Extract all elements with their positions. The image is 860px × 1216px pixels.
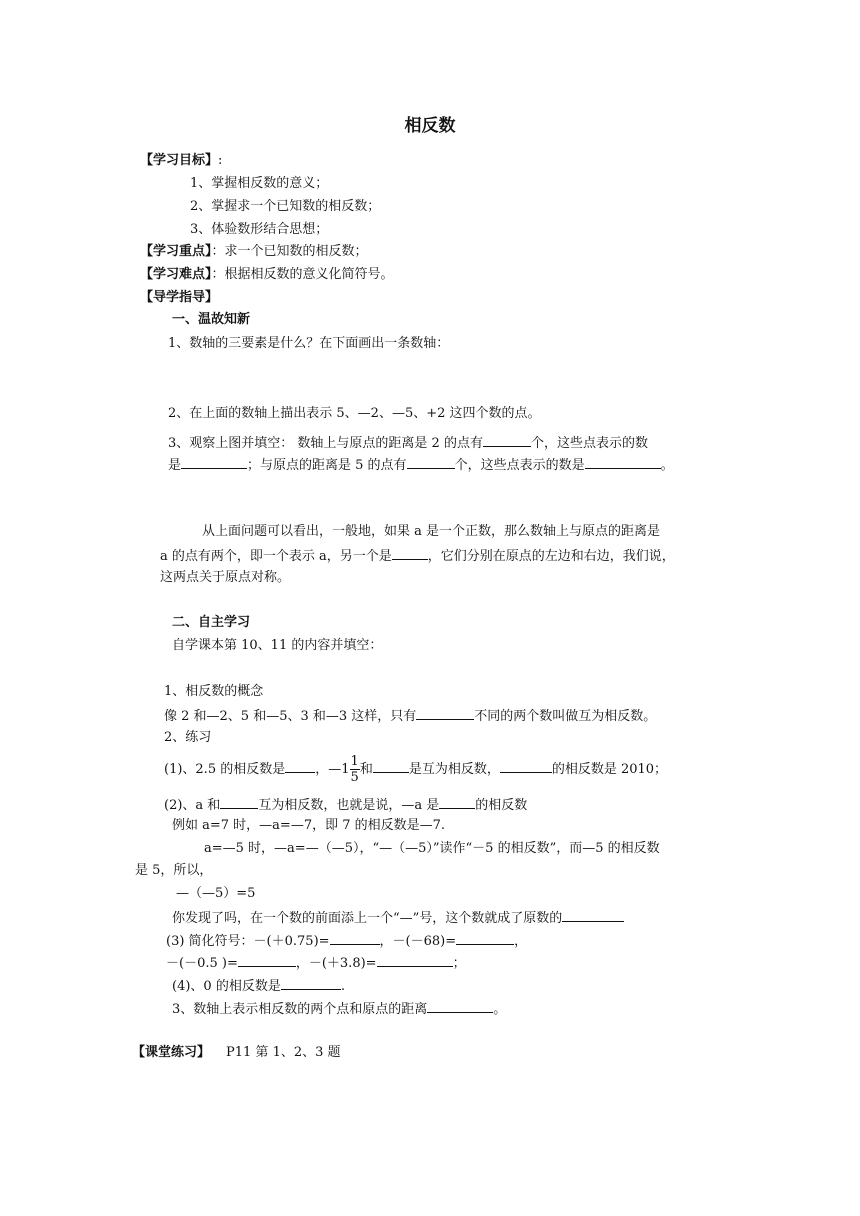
answer-blank[interactable] bbox=[281, 976, 341, 990]
key-point-line bbox=[140, 243, 368, 261]
difficulty-line bbox=[140, 266, 394, 284]
answer-blank[interactable] bbox=[416, 706, 474, 720]
key-point-text: ：求一个已知数的相反数； bbox=[211, 244, 368, 259]
guide-label: 【导学指导】 bbox=[140, 290, 219, 305]
q3-text: ；与原点的距离是 5 的点有 bbox=[247, 458, 407, 473]
concept-title: 1、相反数的概念 bbox=[164, 684, 264, 699]
goals-sep: : bbox=[218, 153, 223, 168]
practice-3-line1 bbox=[166, 931, 527, 951]
summary-text: ，它们分别在原点的左边和右边，我们说， bbox=[427, 549, 675, 564]
answer-blank[interactable] bbox=[483, 433, 531, 447]
practice-text: ； bbox=[452, 956, 466, 971]
page-title: 相反数 bbox=[404, 116, 456, 136]
q3-text: 3、观察上图并填空： 数轴上与原点的距离是 2 的点有 bbox=[168, 436, 483, 451]
example-line: a=—5 时，—a=—（—5），“—（—5）”读作“－5 的相反数”，而—5 的相反数 bbox=[204, 841, 660, 856]
discover-line bbox=[172, 908, 624, 928]
practice-3-line2 bbox=[166, 953, 466, 973]
goals-line bbox=[140, 152, 222, 170]
review-heading: 一、温故知新 bbox=[172, 312, 251, 327]
practice-text: 是互为相反数， bbox=[408, 762, 500, 777]
practice-1-line bbox=[164, 753, 667, 787]
answer-blank[interactable] bbox=[427, 999, 493, 1013]
review-q2: 2、在上面的数轴上描出表示 5、—2、—5、+2 这四个数的点。 bbox=[168, 406, 541, 421]
answer-blank[interactable] bbox=[373, 759, 409, 773]
review-q3-line1 bbox=[168, 433, 648, 453]
classwork-text: P11 第 1、2、3 题 bbox=[226, 1045, 341, 1060]
summary-line1: 从上面问题可以看出，一般地，如果 a 是一个正数，那么数轴上与原点的距离是 bbox=[202, 524, 661, 539]
practice-text: (2)、a 和 bbox=[164, 798, 221, 813]
classwork-label: 【课堂练习】 bbox=[132, 1045, 211, 1060]
distance-question bbox=[172, 999, 506, 1019]
q3-text: 是 bbox=[168, 458, 182, 473]
answer-blank[interactable] bbox=[585, 455, 661, 469]
q3-text: 个，这些点表示的数是 bbox=[454, 458, 585, 473]
goals-label: 【学习目标】 bbox=[140, 153, 219, 168]
fraction-numerator: 1 bbox=[350, 754, 359, 769]
practice-text: ，－(－68)= bbox=[379, 934, 457, 949]
classwork-line bbox=[132, 1044, 341, 1062]
answer-blank[interactable] bbox=[181, 455, 247, 469]
answer-blank[interactable] bbox=[377, 953, 453, 967]
goal-item: 2、掌握求一个已知数的相反数； bbox=[190, 199, 381, 214]
difficulty-text: ：根据相反数的意义化简符号。 bbox=[211, 267, 394, 282]
concept-text: 不同的两个数叫做互为相反数。 bbox=[474, 709, 657, 724]
goal-item: 1、掌握相反数的意义； bbox=[190, 176, 329, 191]
answer-blank[interactable] bbox=[330, 931, 380, 945]
practice-text: (3) 简化符号：－(＋0.75)= bbox=[166, 934, 330, 949]
concept-text: 像 2 和—2、5 和—5、3 和—3 这样，只有 bbox=[164, 709, 417, 724]
summary-text: a 的点有两个，即一个表示 a，另一个是 bbox=[160, 549, 392, 564]
practice-text: 的相反数 bbox=[475, 798, 528, 813]
goal-item: 3、体验数形结合思想； bbox=[190, 222, 329, 237]
fraction bbox=[350, 754, 360, 785]
example-line: 例如 a=7 时，—a=—7，即 7 的相反数是—7. bbox=[172, 818, 446, 833]
answer-blank[interactable] bbox=[439, 795, 475, 809]
review-q1: 1、数轴的三要素是什么？在下面画出一条数轴： bbox=[168, 336, 450, 351]
answer-blank[interactable] bbox=[285, 759, 315, 773]
example-line: —（—5）=5 bbox=[176, 886, 256, 901]
mixed-number-whole: —1 bbox=[328, 762, 350, 777]
key-point-label: 【学习重点】 bbox=[140, 244, 212, 259]
self-study-intro: 自学课本第 10、11 的内容并填空： bbox=[172, 638, 383, 653]
review-q3-line2 bbox=[168, 455, 674, 475]
example-line: 是 5，所以， bbox=[135, 863, 213, 878]
difficulty-label: 【学习难点】 bbox=[140, 267, 212, 282]
practice-title: 2、练习 bbox=[164, 730, 212, 745]
practice-text: 。 bbox=[493, 1002, 507, 1017]
practice-text: ，－(＋3.8)= bbox=[295, 956, 377, 971]
summary-line2 bbox=[160, 546, 675, 566]
practice-text: －(－0.5 )= bbox=[166, 956, 238, 971]
practice-text: 互为相反数，也就是说，—a 是 bbox=[258, 798, 440, 813]
answer-blank[interactable] bbox=[562, 908, 624, 922]
answer-blank[interactable] bbox=[220, 795, 258, 809]
answer-blank[interactable] bbox=[500, 759, 552, 773]
concept-line bbox=[164, 706, 656, 726]
answer-blank[interactable] bbox=[456, 931, 514, 945]
practice-text: ， bbox=[514, 934, 528, 949]
practice-text: 3、数轴上表示相反数的两个点和原点的距离 bbox=[172, 1002, 428, 1017]
answer-blank[interactable] bbox=[407, 455, 455, 469]
answer-blank[interactable] bbox=[392, 546, 428, 560]
fraction-denominator: 5 bbox=[350, 770, 359, 785]
q3-text: 。 bbox=[660, 458, 674, 473]
summary-line3: 这两点关于原点对称。 bbox=[160, 570, 291, 585]
practice-text: (4)、0 的相反数是 bbox=[172, 979, 281, 994]
practice-text: 的相反数是 2010； bbox=[551, 762, 668, 777]
discover-text: 你发现了吗，在一个数的前面添上一个“—”号，这个数就成了原数的 bbox=[172, 911, 563, 926]
practice-text: ， bbox=[315, 762, 329, 777]
answer-blank[interactable] bbox=[238, 953, 296, 967]
practice-4-line bbox=[172, 976, 345, 996]
practice-text: (1)、2.5 的相反数是 bbox=[164, 762, 286, 777]
practice-text: 和 bbox=[359, 762, 373, 777]
self-study-heading: 二、自主学习 bbox=[172, 615, 251, 630]
practice-text: . bbox=[340, 979, 345, 994]
practice-2-line bbox=[164, 795, 527, 815]
q3-text: 个，这些点表示的数 bbox=[530, 436, 648, 451]
